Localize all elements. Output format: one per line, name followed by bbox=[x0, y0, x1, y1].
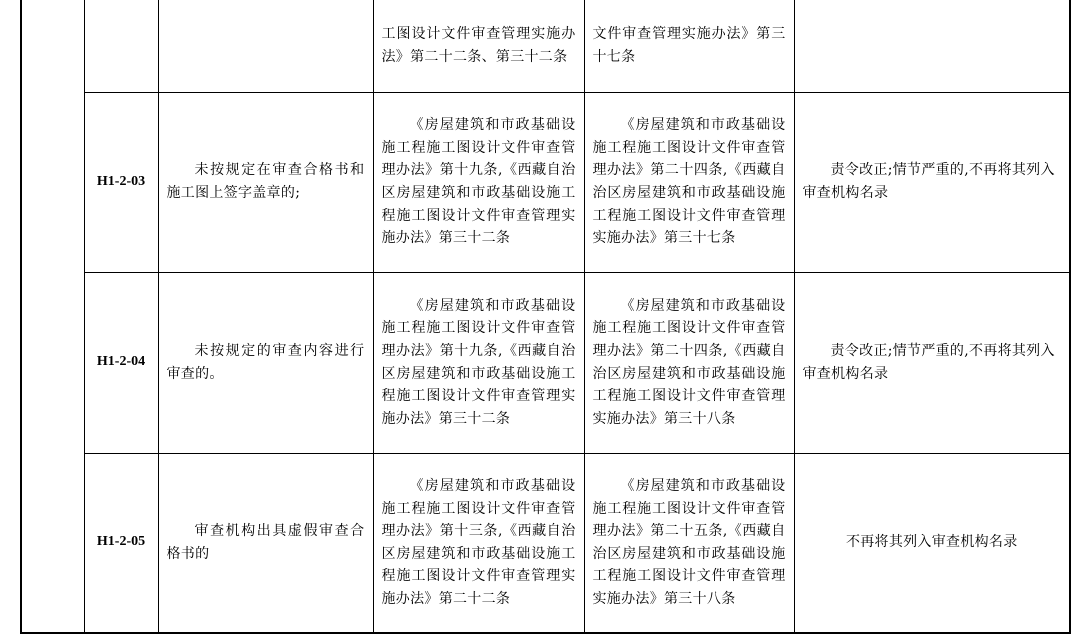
penalty-measure-text: 责令改正;情节严重的,不再将其列入审查机构名录 bbox=[802, 162, 1055, 201]
item-code: H1-2-05 bbox=[84, 453, 158, 633]
penalty-legal-basis bbox=[584, 92, 794, 272]
violation-legal-basis bbox=[373, 92, 584, 272]
violation-description bbox=[158, 453, 373, 633]
penalty-legal-basis bbox=[584, 272, 794, 453]
violation-legal-basis-text: 《房屋建筑和市政基础设施工程施工图设计文件审查管理办法》第十九条,《西藏自治区房屋建筑和市政基础设施工程施工图设计文件审查管理实施办法》第三十二条 bbox=[381, 117, 576, 247]
violation-legal-basis bbox=[373, 272, 584, 453]
penalty-legal-basis bbox=[584, 0, 794, 92]
penalty-measure-text: 不再将其列入审查机构名录 bbox=[845, 534, 1018, 551]
violation-legal-basis-text: 《房屋建筑和市政基础设施工程施工图设计文件审查管理办法》第十九条,《西藏自治区房屋建筑和市政基础设施工程施工图设计文件审查管理实施办法》第三十二条 bbox=[381, 297, 576, 427]
penalty-legal-basis-text: 《房屋建筑和市政基础设施工程施工图设计文件审查管理办法》第二十四条,《西藏自治区房屋建筑和市政基础设施工程施工图设计文件审查管理实施办法》第三十八条 bbox=[592, 297, 786, 427]
penalty-legal-basis-text: 《房屋建筑和市政基础设施工程施工图设计文件审查管理办法》第二十四条,《西藏自治区房屋建筑和市政基础设施工程施工图设计文件审查管理实施办法》第三十七条 bbox=[592, 117, 786, 247]
item-code: H1-2-03 bbox=[84, 92, 158, 272]
violation-description-text: 未按规定在审查合格书和施工图上签字盖章的; bbox=[166, 162, 365, 201]
table-row bbox=[21, 453, 1070, 633]
penalty-measure bbox=[794, 272, 1070, 453]
violation-description-text: 未按规定的审查内容进行审查的。 bbox=[166, 342, 365, 382]
violation-description bbox=[158, 92, 373, 272]
table-row bbox=[21, 0, 1070, 92]
penalty-measure bbox=[794, 0, 1070, 92]
penalty-measure bbox=[794, 92, 1070, 272]
violation-description bbox=[158, 0, 373, 92]
item-code: H1-2-04 bbox=[84, 272, 158, 453]
violation-legal-basis-text: 《房屋建筑和市政基础设施工程施工图设计文件审查管理办法》第十三条,《西藏自治区房屋建筑和市政基础设施工程施工图设计文件审查管理实施办法》第二十二条 bbox=[381, 477, 576, 607]
table-row bbox=[21, 272, 1070, 453]
penalty-measure-text: 责令改正;情节严重的,不再将其列入审查机构名录 bbox=[802, 342, 1055, 382]
regulation-table bbox=[20, 0, 1071, 634]
violation-legal-basis-text: 工图设计文件审查管理实施办法》第二十二条、第三十二条 bbox=[381, 26, 576, 65]
violation-description bbox=[158, 272, 373, 453]
category-cell bbox=[21, 0, 84, 633]
penalty-legal-basis-text: 《房屋建筑和市政基础设施工程施工图设计文件审查管理办法》第二十五条,《西藏自治区房屋建筑和市政基础设施工程施工图设计文件审查管理实施办法》第三十八条 bbox=[592, 477, 786, 607]
penalty-legal-basis bbox=[584, 453, 794, 633]
item-code bbox=[84, 0, 158, 92]
violation-description-text: 审查机构出具虚假审查合格书的 bbox=[166, 523, 365, 562]
penalty-legal-basis-text: 文件审查管理实施办法》第三十七条 bbox=[592, 26, 786, 65]
penalty-measure bbox=[794, 453, 1070, 633]
table-row bbox=[21, 92, 1070, 272]
violation-legal-basis bbox=[373, 0, 584, 92]
violation-legal-basis bbox=[373, 453, 584, 633]
